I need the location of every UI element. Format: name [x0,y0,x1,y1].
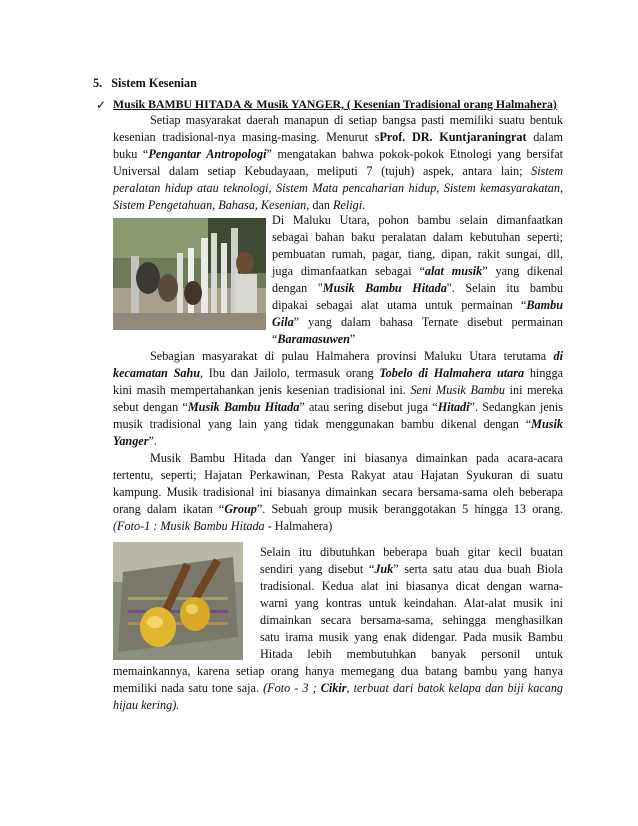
p2-line: Di Maluku Utara, pohon bambu selain dimanfaatkan [272,213,563,227]
p5-line: tradisional. Kedua alat ini biasanya dicat dengan warna- [260,579,563,593]
p1-line: Universal dalam setiap Kebudayaan, meliputi 7 (tujuh) aspek, antara lain; Sistem [113,164,563,178]
p3-line: sebut dengan “Musik Bambu Hitada” atau sering disebut juga “Hitadi”. Sedangkan jenis [113,400,563,414]
p2-line: dipakai sebagai alat utama untuk permainan “Bambu [272,298,563,312]
p1-line: Sistem Pengetahuan, Bahasa, Kesenian, dan Religi. [113,198,366,212]
p5-line: Selain itu dibutuhkan beberapa buah gitar kecil buatan [260,545,563,559]
p1-line: Setiap masyarakat daerah manapun di setiap bangsa pasti memiliki suatu bentuk [150,113,563,127]
p5-line: Hitada lebih membutuhkan banyak personil untuk [260,647,563,661]
photo-musik-bambu-hitada-image [113,218,266,330]
p5-line: memiliki nada satu tone saja. (Foto - 3 ; Cikir, terbuat dari batok kelapa dan biji kacang [113,681,564,695]
p4-line: Musik Bambu Hitada dan Yanger ini biasanya dimainkan pada acara-acara [150,451,563,465]
p2-line: pembuatan rumah, pagar, tiang, dipan, rakit sungai, dll, [272,247,563,261]
p1-line: kesenian tradisional-nya masing-masing. Menurut sProf. DR. Kuntjaraningrat dalam [113,130,563,144]
p5-line: warni yang kontras untuk keindahan. Alat-alat musik ini [260,596,563,610]
p5-line: satu irama musik yang enak didengar. Pada musik Bambu [260,630,563,644]
p5-line: memainkannya, karena setiap orang hanya memegang dua batang bambu yang hanya [113,664,563,678]
checkmark-icon: ✓ [96,98,107,112]
subheading: Musik BAMBU HITADA & Musik YANGER, ( Kesenian Tradisional orang Halmahera) [113,97,557,111]
p2-line: juga dimanfaatkan sebagai “alat musik” yang dikenal [272,264,563,278]
photo-caption: (Foto-1 : Musik Bambu Hitada - Halmahera) [113,519,333,533]
p4-line: orang dalam ikatan “Group”. Sebuah group musik beranggotakan 5 hingga 13 orang. [113,502,563,516]
p5-line: sendiri yang disebut “Juk” serta satu atau dua buah Biola [260,562,563,576]
photo-cikir-image [113,542,243,660]
section-title: Sistem Kesenian [111,76,197,90]
p1-line: buku “Pengantar Antropologi” mengatakan bahwa pokok-pokok Etnologi yang bersifat [113,147,563,161]
p3-line: musik tradisional yang lain yang tidak menggunakan bambu dikenal dengan “Musik [113,417,563,431]
p1-line: peralatan hidup atau teknologi, Sistem Mata pencaharian hidup, Sistem kemasyarakatan, [113,181,563,195]
p3-line: Yanger”. [113,434,157,448]
p3-line: kecamatan Sahu, Ibu dan Jailolo, termasuk orang Tobelo di Halmahera utara hingga [113,366,564,380]
p2-line: Gila” yang dalam bahasa Ternate disebut permainan [272,315,563,329]
p2-line: dengan "Musik Bambu Hitada". Selain itu bambu [272,281,563,295]
p2-line: sebagai bahan baku peralatan dalam kebutuhan seperti; [272,230,563,244]
p5-line: hijau kering). [113,698,180,712]
photo-cikir [113,542,243,660]
section-number: 5. [93,76,103,90]
p3-line: Sebagian masyarakat di pulau Halmahera provinsi Maluku Utara terutama di [150,349,563,363]
photo-musik-bambu-hitada [113,218,266,330]
section-heading [93,76,197,91]
p4-line: tertentu, seperti; Hajatan Perkawinan, Pesta Rakyat atau Hajatan Syukuran di suatu [113,468,563,482]
p3-line: kini masih mempertahankan jenis kesenian tradisional ini. Seni Musik Bambu ini mereka [113,383,563,397]
p4-line: kampung. Musik tradisional ini biasanya dimainkan secara bersama-sama oleh beberapa [113,485,563,499]
p2-line: “Baramasuwen” [272,332,356,346]
p5-line: dimainkan secara bersama-sama, sehingga menghasilkan [260,613,563,627]
